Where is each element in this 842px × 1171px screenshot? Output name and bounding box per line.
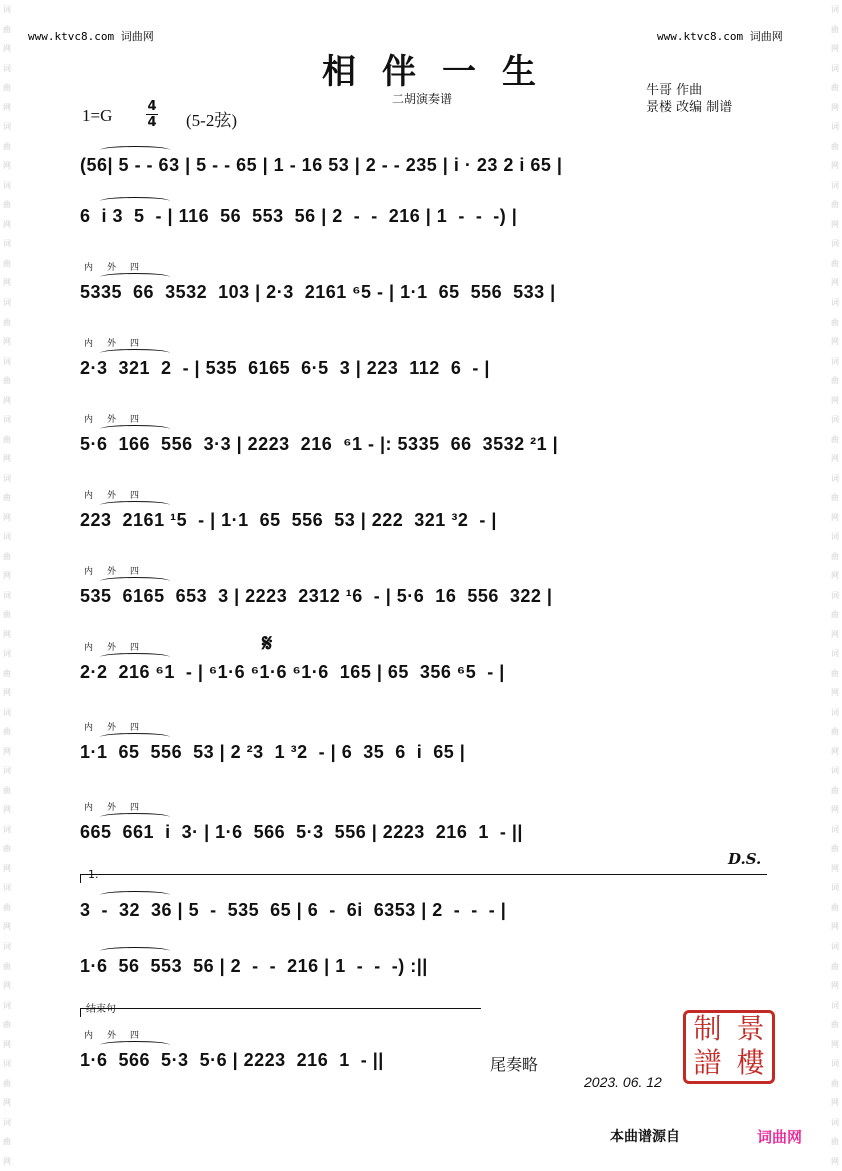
watermark-char: 网 xyxy=(3,922,11,932)
watermark-char: 曲 xyxy=(831,1078,839,1088)
watermark-char: 曲 xyxy=(3,200,11,210)
watermark-char: 曲 xyxy=(831,1137,839,1147)
watermark-char: 词 xyxy=(831,532,839,542)
slur-arc xyxy=(100,733,170,741)
watermark-char: 曲 xyxy=(3,376,11,386)
watermark-char: 曲 xyxy=(831,258,839,268)
bow-inner-mark: 内 xyxy=(84,567,108,577)
staff-row: 2·3 321 2 - | 535 6165 6·5 3 | 223 112 6 - | xyxy=(80,358,490,378)
seal-char: 樓 xyxy=(736,1046,765,1079)
watermark-char: 曲 xyxy=(3,961,11,971)
watermark-char: 词 xyxy=(3,297,11,307)
watermark-char: 词 xyxy=(831,766,839,776)
staff-row: 1·1 65 556 53 | 2 ²3 1 ³2 - | 6 35 6 i 65 | xyxy=(80,742,466,762)
watermark-char: 网 xyxy=(3,863,11,873)
watermark-char: 曲 xyxy=(3,785,11,795)
bow-four-mark: 四 xyxy=(130,491,154,501)
watermark-char: 词 xyxy=(3,766,11,776)
bowing-marks xyxy=(84,412,764,425)
watermark-char: 网 xyxy=(831,454,839,464)
bow-four-mark: 四 xyxy=(130,263,154,273)
bowing-marks xyxy=(84,488,764,501)
bow-four-mark: 四 xyxy=(130,339,154,349)
staff-row: 535 6165 653 3 | 2223 2312 ¹6 - | 5·6 16 556 322 | xyxy=(80,586,553,606)
staff-row: (56| 5 - - 63 | 5 - - 65 | 1 - 16 53 | 2 - - 235 | i · 23 2 i 65 | xyxy=(80,155,563,175)
watermark-char: 网 xyxy=(3,805,11,815)
staff-row: 2·2 216 ⁶1 - | ⁶1·6 ⁶1·6 ⁶1·6 165 | 65 356 ⁶5 - | xyxy=(80,662,505,682)
time-numerator: 4 xyxy=(147,99,157,114)
bow-inner-mark: 内 xyxy=(84,415,108,425)
watermark-char: 网 xyxy=(3,688,11,698)
watermark-char: 曲 xyxy=(3,1137,11,1147)
slur-arc xyxy=(100,425,170,433)
watermark-char: 网 xyxy=(831,629,839,639)
slur-arc xyxy=(100,197,170,205)
watermark-char: 网 xyxy=(831,571,839,581)
page-title: 相伴一生 xyxy=(322,52,562,92)
watermark-char: 网 xyxy=(831,922,839,932)
outro-omitted: 尾奏略 xyxy=(490,1055,539,1074)
watermark-char: 曲 xyxy=(831,1020,839,1030)
watermark-char: 曲 xyxy=(831,727,839,737)
watermark-char: 词 xyxy=(831,5,839,15)
watermark-char: 词 xyxy=(831,590,839,600)
watermark-char: 网 xyxy=(831,688,839,698)
subtitle: 二胡演奏谱 xyxy=(392,92,453,106)
watermark-char: 词 xyxy=(3,415,11,425)
watermark-char: 曲 xyxy=(831,83,839,93)
bow-outer-mark: 外 xyxy=(107,491,131,501)
seal-char: 譜 xyxy=(693,1046,722,1079)
slur-arc xyxy=(100,813,170,821)
time-denominator: 4 xyxy=(147,115,157,130)
watermark-char: 曲 xyxy=(831,610,839,620)
watermark-char: 词 xyxy=(831,180,839,190)
watermark-char: 曲 xyxy=(3,317,11,327)
watermark-char: 网 xyxy=(3,1039,11,1049)
seal-char: 制 xyxy=(693,1012,722,1045)
bow-inner-mark: 内 xyxy=(84,339,108,349)
bow-four-mark: 四 xyxy=(130,567,154,577)
watermark-char: 曲 xyxy=(831,434,839,444)
slur-arc xyxy=(100,273,170,281)
watermark-char: 词 xyxy=(831,707,839,717)
segno-sign: 𝄋 xyxy=(262,628,273,657)
watermark-char: 网 xyxy=(3,161,11,171)
watermark-char: 曲 xyxy=(831,24,839,34)
watermark-char: 词 xyxy=(3,883,11,893)
watermark-char: 词 xyxy=(831,942,839,951)
watermark-char: 曲 xyxy=(3,24,11,34)
watermark-char: 网 xyxy=(3,44,11,54)
watermark-char: 网 xyxy=(831,1039,839,1049)
watermark-char: 曲 xyxy=(831,376,839,386)
watermark-char: 网 xyxy=(3,454,11,464)
staff-row: 6 i 3 5 - | 116 56 553 56 | 2 - - 216 | 1 - - -) | xyxy=(80,206,518,226)
bow-inner-mark: 内 xyxy=(84,491,108,501)
slur-arc xyxy=(100,146,170,154)
arranger-credit: 景楼 改编 制谱 xyxy=(646,100,733,115)
staff-row: 665 661 i 3· | 1·6 566 5·3 556 | 2223 216 1 - || xyxy=(80,822,523,842)
watermark-char: 曲 xyxy=(3,844,11,854)
watermark-char: 词 xyxy=(831,1000,839,1010)
watermark-char: 词 xyxy=(831,356,839,366)
bow-inner-mark: 内 xyxy=(84,643,108,653)
watermark-char: 词 xyxy=(831,239,839,249)
watermark-char: 词 xyxy=(3,5,11,15)
watermark-char: 词 xyxy=(3,1117,11,1127)
watermark-char: 词 xyxy=(831,122,839,132)
bowing-marks xyxy=(84,800,764,813)
watermark-char: 网 xyxy=(3,102,11,112)
watermark-char: 词 xyxy=(3,239,11,249)
footer-source-label: 本曲谱源自 xyxy=(610,1129,680,1145)
watermark-char: 曲 xyxy=(3,1020,11,1030)
watermark-char: 网 xyxy=(831,805,839,815)
watermark-char: 网 xyxy=(3,629,11,639)
bow-outer-mark: 外 xyxy=(107,415,131,425)
bow-inner-mark: 内 xyxy=(84,1031,108,1041)
watermark-char: 词 xyxy=(3,1000,11,1010)
slur-arc xyxy=(100,947,170,955)
slur-arc xyxy=(100,891,170,899)
slur-arc xyxy=(100,577,170,585)
watermark-char: 网 xyxy=(3,571,11,581)
left-watermark-strip xyxy=(0,0,14,1171)
slur-arc xyxy=(100,1041,170,1049)
bow-four-mark: 四 xyxy=(130,1031,154,1041)
watermark-char: 网 xyxy=(3,746,11,756)
bow-outer-mark: 外 xyxy=(107,803,131,813)
bowing-marks xyxy=(84,1028,764,1041)
watermark-char: 曲 xyxy=(831,551,839,561)
watermark-char: 曲 xyxy=(3,83,11,93)
watermark-char: 网 xyxy=(831,512,839,522)
staff-row: 1·6 56 553 56 | 2 - - 216 | 1 - - -) :|| xyxy=(80,956,428,976)
watermark-char: 网 xyxy=(831,1156,839,1166)
watermark-char: 词 xyxy=(3,473,11,483)
staff-row: 5·6 166 556 3·3 | 2223 216 ⁶1 - |: 5335 66 3532 ²1 | xyxy=(80,434,559,454)
watermark-char: 曲 xyxy=(3,610,11,620)
watermark-char: 曲 xyxy=(3,258,11,268)
watermark-char: 网 xyxy=(831,161,839,171)
watermark-char: 网 xyxy=(3,1098,11,1108)
watermark-char: 网 xyxy=(831,102,839,112)
watermark-char: 词 xyxy=(831,1117,839,1127)
watermark-char: 曲 xyxy=(831,200,839,210)
ending-bracket xyxy=(80,1008,481,1017)
arranger-seal xyxy=(683,1010,775,1084)
bowing-marks xyxy=(84,336,764,349)
bow-outer-mark: 外 xyxy=(107,567,131,577)
bow-four-mark: 四 xyxy=(130,723,154,733)
watermark-char: 曲 xyxy=(3,668,11,678)
watermark-char: 词 xyxy=(3,122,11,132)
bow-four-mark: 四 xyxy=(130,643,154,653)
composer-credit: 牛哥 作曲 xyxy=(646,83,703,98)
seal-char: 景 xyxy=(736,1012,765,1045)
watermark-char: 词 xyxy=(831,297,839,307)
right-watermark-strip xyxy=(828,0,842,1171)
watermark-char: 网 xyxy=(3,981,11,991)
watermark-char: 网 xyxy=(831,44,839,54)
watermark-char: 网 xyxy=(831,337,839,347)
watermark-char: 曲 xyxy=(3,727,11,737)
volta-number: 1. xyxy=(88,868,99,881)
watermark-char: 词 xyxy=(3,590,11,600)
bow-inner-mark: 内 xyxy=(84,803,108,813)
staff-row: 1·6 566 5·3 5·6 | 2223 216 1 - || xyxy=(80,1050,384,1070)
bow-outer-mark: 外 xyxy=(107,339,131,349)
watermark-char: 词 xyxy=(3,356,11,366)
key-signature: 1=G xyxy=(82,106,113,125)
watermark-char: 词 xyxy=(831,473,839,483)
watermark-char: 词 xyxy=(3,180,11,190)
bow-outer-mark: 外 xyxy=(107,263,131,273)
watermark-char: 词 xyxy=(3,1059,11,1069)
watermark-char: 词 xyxy=(3,649,11,659)
bowing-marks xyxy=(84,720,764,733)
watermark-char: 网 xyxy=(831,981,839,991)
watermark-char: 词 xyxy=(3,63,11,73)
slur-arc xyxy=(100,501,170,509)
watermark-char: 曲 xyxy=(831,493,839,503)
bow-inner-mark: 内 xyxy=(84,723,108,733)
watermark-char: 词 xyxy=(831,63,839,73)
watermark-char: 网 xyxy=(831,395,839,405)
date: 2023. 06. 12 xyxy=(584,1074,662,1090)
site-watermark-right: www.ktvc8.com 词曲网 xyxy=(657,30,783,43)
watermark-char: 曲 xyxy=(3,141,11,151)
string-tuning: (5-2弦) xyxy=(186,111,237,130)
watermark-char: 网 xyxy=(3,219,11,229)
watermark-char: 词 xyxy=(831,1059,839,1069)
watermark-char: 曲 xyxy=(831,961,839,971)
bow-outer-mark: 外 xyxy=(107,643,131,653)
watermark-char: 曲 xyxy=(3,551,11,561)
watermark-char: 词 xyxy=(3,532,11,542)
bow-outer-mark: 外 xyxy=(107,1031,131,1041)
watermark-char: 曲 xyxy=(3,434,11,444)
watermark-char: 曲 xyxy=(831,317,839,327)
watermark-char: 曲 xyxy=(831,141,839,151)
watermark-char: 词 xyxy=(3,707,11,717)
watermark-char: 词 xyxy=(831,649,839,659)
watermark-char: 曲 xyxy=(3,1078,11,1088)
bowing-marks xyxy=(84,260,764,273)
watermark-char: 词 xyxy=(831,883,839,893)
slur-arc xyxy=(100,653,170,661)
watermark-char: 曲 xyxy=(3,493,11,503)
watermark-char: 网 xyxy=(3,1156,11,1166)
staff-row: 223 2161 ¹5 - | 1·1 65 556 53 | 222 321 ³2 - | xyxy=(80,510,497,530)
watermark-char: 网 xyxy=(831,1098,839,1108)
volta-bracket xyxy=(80,874,767,883)
watermark-char: 网 xyxy=(831,746,839,756)
watermark-char: 曲 xyxy=(831,902,839,912)
slur-arc xyxy=(100,349,170,357)
watermark-char: 曲 xyxy=(831,844,839,854)
watermark-char: 网 xyxy=(831,863,839,873)
bowing-marks xyxy=(84,640,764,653)
watermark-char: 词 xyxy=(831,415,839,425)
bowing-marks xyxy=(84,564,764,577)
staff-row: 3 - 32 36 | 5 - 535 65 | 6 - 6i 6353 | 2 - - - | xyxy=(80,900,507,920)
watermark-char: 曲 xyxy=(3,902,11,912)
bow-four-mark: 四 xyxy=(130,415,154,425)
watermark-char: 词 xyxy=(3,824,11,834)
watermark-char: 网 xyxy=(831,219,839,229)
watermark-char: 网 xyxy=(831,278,839,288)
bow-inner-mark: 内 xyxy=(84,263,108,273)
watermark-char: 网 xyxy=(3,278,11,288)
watermark-char: 网 xyxy=(3,337,11,347)
site-watermark-left: www.ktvc8.com 词曲网 xyxy=(28,30,154,43)
watermark-char: 词 xyxy=(831,824,839,834)
ending-label: 结束句 xyxy=(86,1004,116,1015)
bow-outer-mark: 外 xyxy=(107,723,131,733)
watermark-char: 网 xyxy=(3,512,11,522)
watermark-char: 曲 xyxy=(831,668,839,678)
footer-brand-link[interactable]: 词曲网 xyxy=(757,1128,803,1146)
watermark-char: 曲 xyxy=(831,785,839,795)
staff-row: 5335 66 3532 103 | 2·3 2161 ⁶5 - | 1·1 65 556 533 | xyxy=(80,282,556,302)
ds-mark: D.S. xyxy=(728,850,762,868)
watermark-char: 网 xyxy=(3,395,11,405)
time-signature xyxy=(146,100,158,129)
bow-four-mark: 四 xyxy=(130,803,154,813)
watermark-char: 词 xyxy=(3,942,11,951)
